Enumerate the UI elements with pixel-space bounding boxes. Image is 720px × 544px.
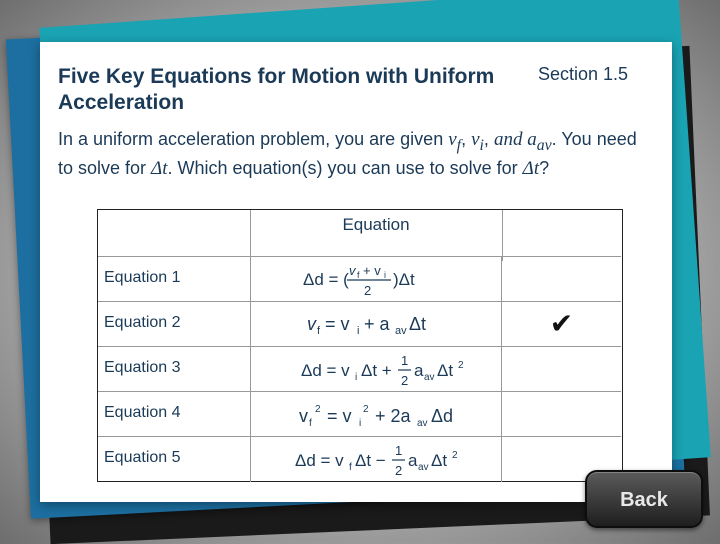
svg-text:1: 1 [401, 353, 409, 368]
svg-text:2: 2 [364, 283, 372, 298]
svg-text:Δt +: Δt + [361, 361, 392, 380]
answer-cell[interactable] [502, 257, 621, 302]
checkmark-icon[interactable]: ✔ [549, 308, 574, 339]
svg-text:1: 1 [395, 443, 403, 458]
svg-text:a: a [408, 451, 418, 470]
svg-text:Δd: Δd [431, 406, 454, 426]
svg-text:= v: = v [327, 406, 352, 426]
table-row[interactable] [98, 391, 621, 437]
svg-text:f: f [357, 270, 360, 280]
svg-text:i: i [357, 325, 360, 337]
svg-text:av: av [418, 462, 429, 473]
slide-title: Five Key Equations for Motion with Uniform Acceleration [58, 65, 495, 114]
equation-formula [250, 302, 502, 347]
table-row[interactable] [98, 256, 621, 302]
svg-text:Δt: Δt [437, 361, 454, 380]
svg-text:v: v [299, 406, 308, 426]
svg-text:Δt: Δt [409, 314, 427, 334]
equation-name: Equation 5 [104, 449, 181, 466]
svg-text:2: 2 [458, 360, 464, 371]
svg-text:+ v: + v [363, 263, 381, 278]
equation-formula [250, 347, 502, 392]
table-header-answer [502, 210, 622, 256]
equation-name: Equation 2 [104, 314, 181, 331]
svg-text:av: av [417, 418, 428, 429]
svg-text:v: v [307, 314, 316, 334]
table-row[interactable] [98, 301, 621, 347]
svg-text:av: av [424, 372, 435, 383]
svg-text:Δt −: Δt − [355, 451, 386, 470]
svg-text:)Δt: )Δt [393, 270, 415, 289]
answer-cell[interactable] [502, 392, 621, 437]
svg-text:2: 2 [315, 404, 321, 415]
svg-text:i: i [384, 270, 386, 280]
svg-text:= v: = v [325, 314, 350, 334]
table-header-blank [98, 210, 251, 256]
svg-text:av: av [395, 325, 407, 337]
svg-text:Δd = v: Δd = v [295, 451, 344, 470]
equations-table [97, 209, 623, 482]
svg-text:Δd = (: Δd = ( [303, 270, 349, 289]
svg-text:f: f [317, 325, 321, 337]
svg-text:v: v [349, 263, 356, 278]
equation-name: Equation 1 [104, 269, 181, 286]
slide-card [40, 42, 672, 502]
svg-text:Δd = v: Δd = v [301, 361, 350, 380]
svg-text:i: i [359, 418, 362, 429]
equation-formula [250, 437, 502, 482]
svg-text:+ a: + a [364, 314, 390, 334]
svg-text:2: 2 [452, 450, 458, 461]
equation-name: Equation 3 [104, 359, 181, 376]
equation-name: Equation 4 [104, 404, 181, 421]
svg-text:f: f [349, 462, 352, 473]
equation-formula [250, 257, 502, 302]
svg-text:2: 2 [363, 404, 369, 415]
answer-cell[interactable] [502, 347, 621, 392]
back-button[interactable]: Back [585, 470, 703, 528]
table-header-equation: Equation [250, 210, 503, 261]
svg-text:2: 2 [395, 463, 403, 478]
table-row[interactable] [98, 436, 621, 482]
question-prompt: In a uniform acceleration problem, you are given $v_f$, $v_i$, and $a_{av}$. You need to solve for Δt. Which equation(s) you can use to solve for Δt? [58, 129, 637, 179]
svg-text:i: i [355, 372, 358, 383]
svg-text:+ 2a: + 2a [375, 406, 411, 426]
svg-text:Δt: Δt [431, 451, 448, 470]
section-label: Section 1.5 [537, 64, 628, 84]
svg-text:f: f [309, 418, 312, 429]
equation-formula [250, 392, 502, 437]
table-row[interactable] [98, 346, 621, 392]
svg-text:2: 2 [401, 373, 409, 388]
svg-text:a: a [414, 361, 424, 380]
